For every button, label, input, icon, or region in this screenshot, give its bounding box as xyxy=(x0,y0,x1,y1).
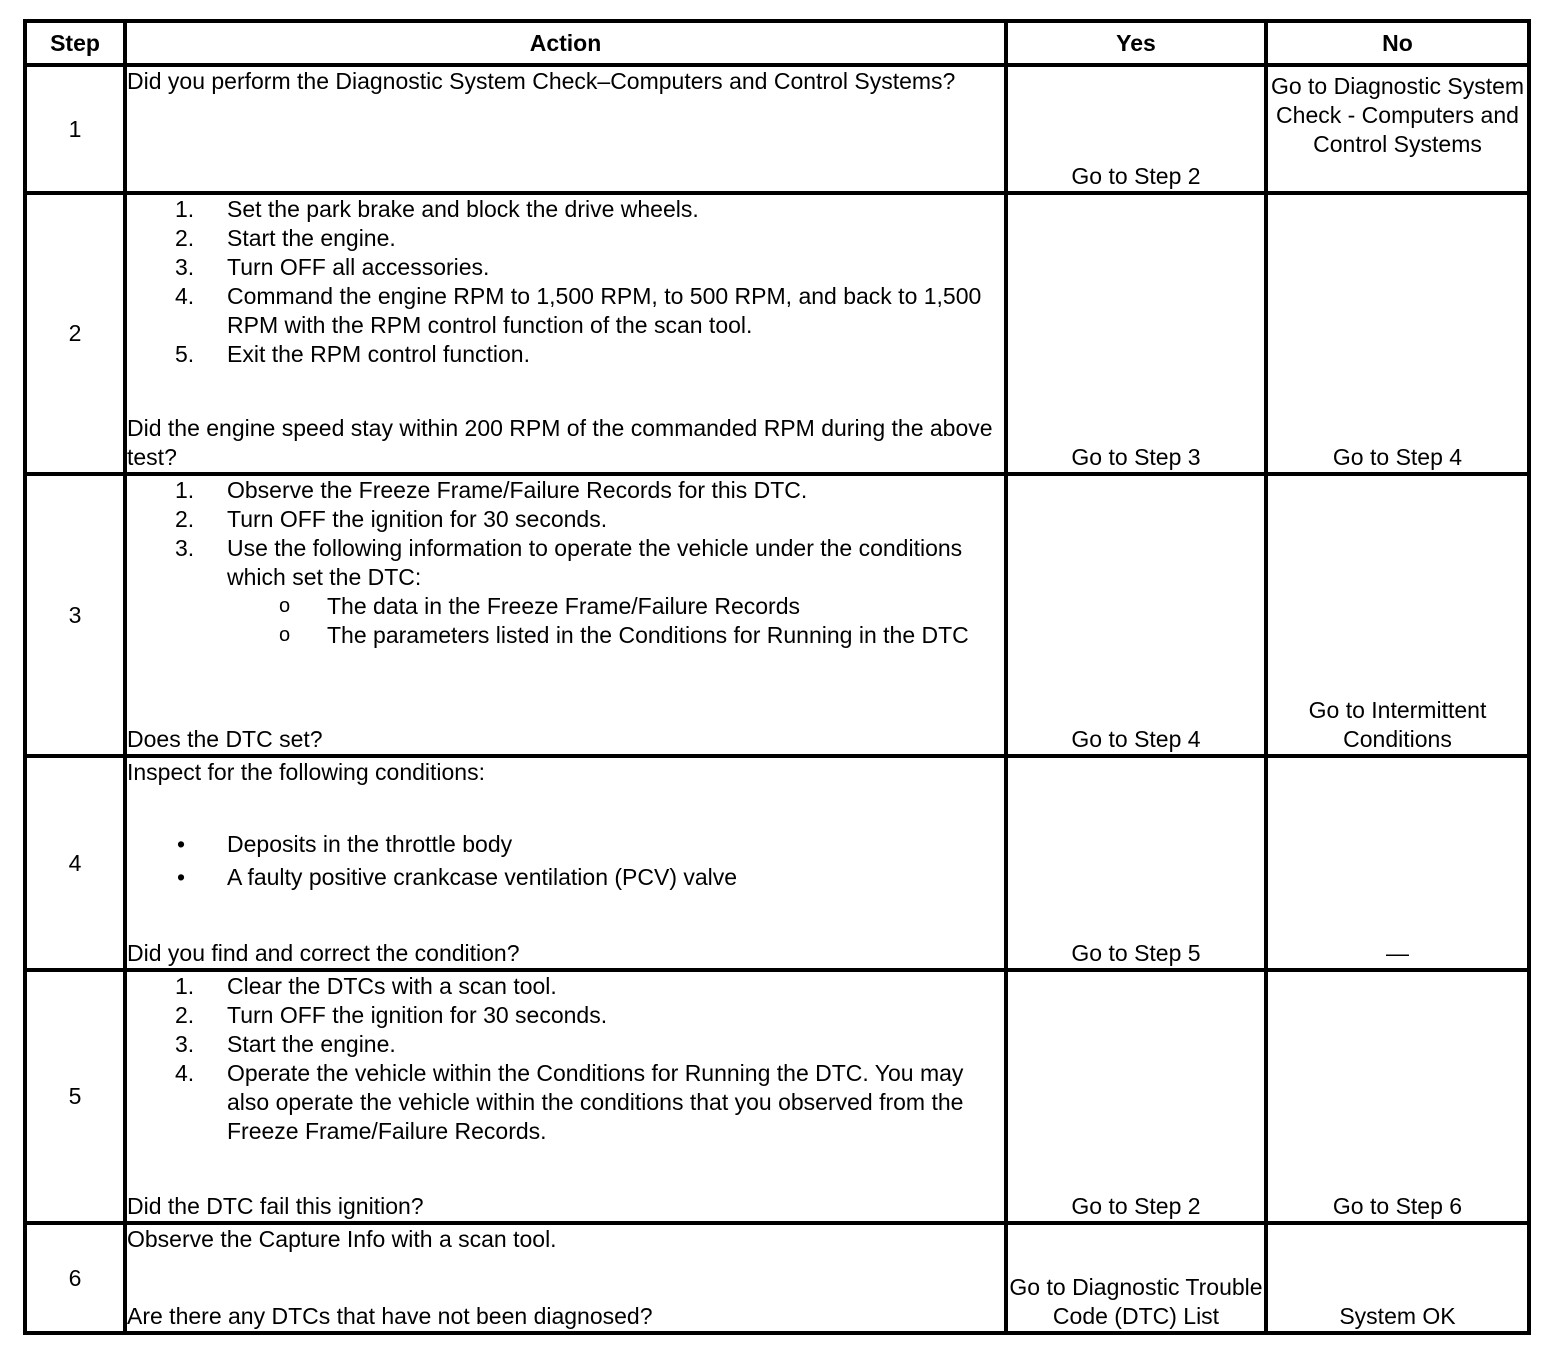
list-item: 4. Command the engine RPM to 1,500 RPM, to 500 RPM, and back to 1,500 RPM with the RPM control function of the scan tool. xyxy=(175,283,982,338)
question-text: Did the DTC fail this ignition? xyxy=(127,1193,424,1219)
step-number: 6 xyxy=(25,1223,125,1333)
list-item: 2. Start the engine. xyxy=(175,225,396,251)
sub-list xyxy=(127,592,1004,650)
table-row-step-4 xyxy=(25,756,1529,970)
header-action: Action xyxy=(125,21,1006,65)
action-cell xyxy=(125,756,1006,970)
numbered-list xyxy=(127,476,1004,650)
action-cell xyxy=(125,193,1006,474)
table-row-step-6 xyxy=(25,1223,1529,1333)
question-text: Are there any DTCs that have not been diagnosed? xyxy=(127,1303,653,1329)
no-cell: Go to Intermittent Conditions xyxy=(1266,474,1529,756)
diagnostic-table xyxy=(23,19,1531,1335)
action-cell xyxy=(125,970,1006,1223)
list-item: 3. Turn OFF all accessories. xyxy=(175,254,490,280)
list-item: • Deposits in the throttle body xyxy=(177,831,513,857)
action-text: Did you perform the Diagnostic System Check–Computers and Control Systems? xyxy=(127,68,956,94)
no-cell: — xyxy=(1266,756,1529,970)
list-item: 3. Start the engine. xyxy=(175,1031,396,1057)
step-number: 3 xyxy=(25,474,125,756)
list-item: 4. Operate the vehicle within the Conditions for Running the DTC. You may also operate the vehicle within the conditions that you observed from the Freeze Frame/Failure Records. xyxy=(175,1060,964,1144)
yes-cell: Go to Step 5 xyxy=(1006,756,1266,970)
list-item: 2. Turn OFF the ignition for 30 seconds. xyxy=(175,1002,608,1028)
step-number: 2 xyxy=(25,193,125,474)
header-step: Step xyxy=(25,21,125,65)
list-item: 2. Turn OFF the ignition for 30 seconds. xyxy=(175,506,608,532)
action-cell xyxy=(125,1223,1006,1333)
no-cell: Go to Diagnostic System Check - Computers and Control Systems xyxy=(1266,65,1529,193)
list-item: 1. Set the park brake and block the drive wheels. xyxy=(175,196,699,222)
no-cell: Go to Step 6 xyxy=(1266,970,1529,1223)
list-item: 1. Observe the Freeze Frame/Failure Records for this DTC. xyxy=(175,477,808,503)
bullet-list xyxy=(127,830,1004,896)
header-yes: Yes xyxy=(1006,21,1266,65)
yes-cell: Go to Step 3 xyxy=(1006,193,1266,474)
no-cell: System OK xyxy=(1266,1223,1529,1333)
table-row-step-1 xyxy=(25,65,1529,193)
list-item: 5. Exit the RPM control function. xyxy=(175,341,530,367)
numbered-list xyxy=(127,972,1004,1146)
yes-cell: Go to Step 2 xyxy=(1006,970,1266,1223)
step-number: 1 xyxy=(25,65,125,193)
question-text: Did the engine speed stay within 200 RPM of the commanded RPM during the above test? xyxy=(127,415,993,470)
question-text: Did you find and correct the condition? xyxy=(127,940,520,966)
step-number: 5 xyxy=(25,970,125,1223)
yes-cell: Go to Step 2 xyxy=(1006,65,1266,193)
step-number: 4 xyxy=(25,756,125,970)
table-row-step-3 xyxy=(25,474,1529,756)
numbered-list xyxy=(127,195,1004,369)
header-no: No xyxy=(1266,21,1529,65)
question-text: Does the DTC set? xyxy=(127,726,323,752)
list-item: • A faulty positive crankcase ventilation (PCV) valve xyxy=(177,864,738,890)
header-row xyxy=(25,21,1529,65)
table-row-step-2 xyxy=(25,193,1529,474)
action-cell xyxy=(125,65,1006,193)
yes-cell: Go to Step 4 xyxy=(1006,474,1266,756)
sub-list-item: o The data in the Freeze Frame/Failure Records xyxy=(279,593,800,619)
yes-cell: Go to Diagnostic Trouble Code (DTC) List xyxy=(1006,1223,1266,1333)
list-item: 3. Use the following information to operate the vehicle under the conditions which set the DTC: o The data in the Freeze Frame/Failure Records o The parameters listed in the Conditions for Running in the DTC xyxy=(127,534,1004,650)
action-text: Observe the Capture Info with a scan tool. xyxy=(127,1226,557,1252)
action-text: Inspect for the following conditions: xyxy=(127,759,485,785)
sub-list-item: o The parameters listed in the Conditions for Running in the DTC xyxy=(279,622,969,648)
action-cell xyxy=(125,474,1006,756)
table-row-step-5 xyxy=(25,970,1529,1223)
no-cell: Go to Step 4 xyxy=(1266,193,1529,474)
list-item: 1. Clear the DTCs with a scan tool. xyxy=(175,973,557,999)
